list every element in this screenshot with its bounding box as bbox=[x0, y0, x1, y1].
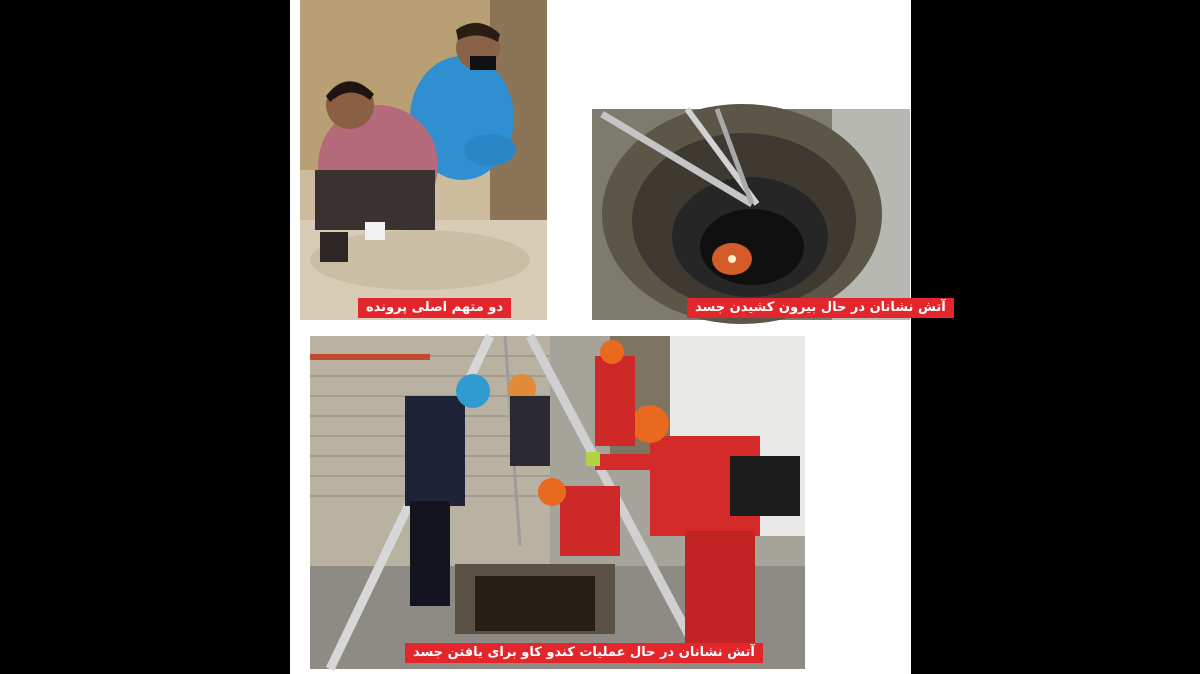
well-caption: آتش نشانان در حال بیرون کشیدن جسد bbox=[687, 298, 954, 318]
well-photo bbox=[592, 109, 946, 320]
rescue-photo bbox=[310, 336, 805, 669]
newspaper-page bbox=[290, 0, 946, 674]
rescue-caption: آتش نشانان در حال عملیات کندو کاو برای یافتن جسد bbox=[405, 643, 763, 663]
suspects-caption: دو متهم اصلی پرونده bbox=[358, 298, 511, 318]
suspects-photo bbox=[300, 0, 547, 320]
